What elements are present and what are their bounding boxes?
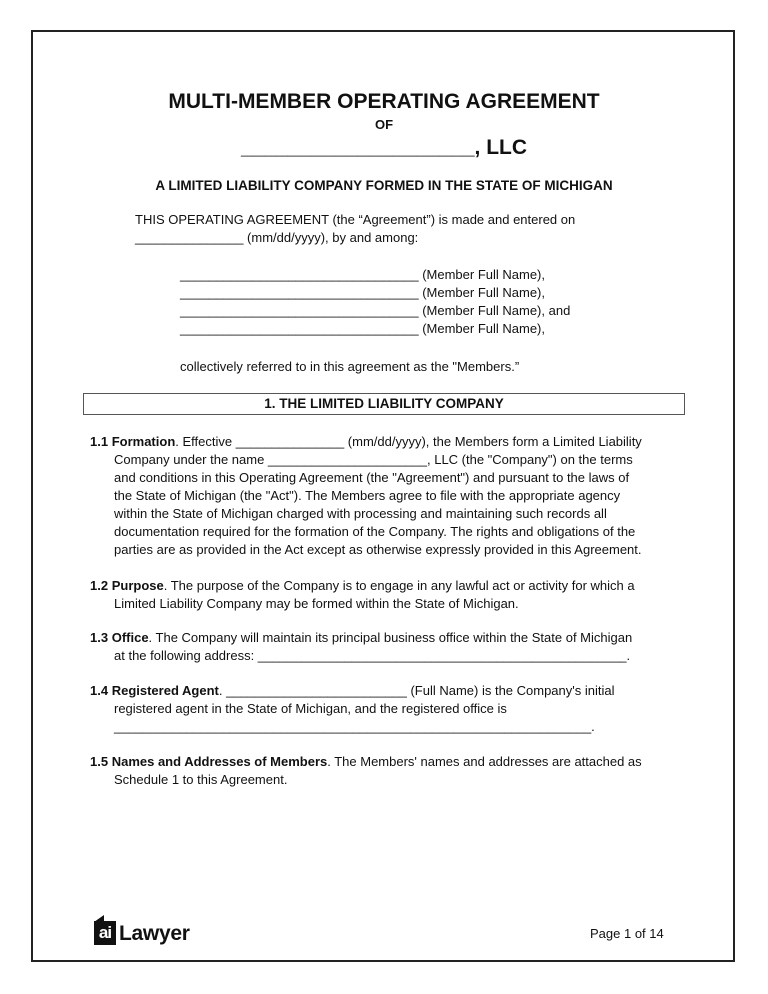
member-line: _________________________________ (Member Full Name), [180, 285, 545, 300]
logo-wordmark: Lawyer [119, 922, 190, 945]
intro-line-2: _______________ (mm/dd/yyyy), by and among: [135, 230, 419, 245]
document-title: MULTI-MEMBER OPERATING AGREEMENT [168, 90, 600, 113]
clause-line [90, 753, 690, 771]
clause-number: 1.5 [90, 754, 109, 769]
clause-line: at the following address: ___________________________________________________. [114, 648, 631, 663]
logo-ai-mark: ai [94, 921, 116, 945]
clause-line [90, 433, 690, 451]
member-line: _________________________________ (Member Full Name), and [180, 303, 571, 318]
clause-formation [90, 433, 690, 559]
document-subtitle: A LIMITED LIABILITY COMPANY FORMED IN THE STATE OF MICHIGAN [155, 178, 613, 193]
clause-line: Schedule 1 to this Agreement. [114, 772, 288, 787]
clause-line: registered agent in the State of Michigan, and the registered office is [114, 701, 507, 716]
clause-heading: Purpose [111, 578, 164, 593]
clause-heading: Formation [111, 434, 176, 449]
clause-line [90, 682, 690, 700]
clause-line: documentation required for the formation of the Company. The rights and obligations of the [114, 524, 636, 539]
clause-line: within the State of Michigan charged with processing and maintaining such records all [114, 506, 607, 521]
clause-line: __________________________________________________________________. [114, 719, 595, 734]
clause-number: 1.4 [90, 683, 109, 698]
clause-text: . Effective _______________ (mm/dd/yyyy), the Members form a Limited Liability [175, 434, 642, 449]
clause-line: Limited Liability Company may be formed within the State of Michigan. [114, 596, 519, 611]
title-of: OF [374, 117, 394, 132]
clause-number: 1.3 [90, 630, 109, 645]
clause-line: and conditions in this Operating Agreement (the "Agreement") and pursuant to the laws of [114, 470, 630, 485]
clause-number: 1.2 [90, 578, 109, 593]
clause-line: the State of Michigan (the "Act"). The Members agree to file with the appropriate agency [114, 488, 621, 503]
member-line: _________________________________ (Member Full Name), [180, 321, 545, 336]
clause-text: . The Members' names and addresses are attached as [327, 754, 642, 769]
clause-text: . The Company will maintain its principal business office within the State of Michigan [148, 630, 633, 645]
member-line: _________________________________ (Member Full Name), [180, 267, 545, 282]
clause-purpose [90, 577, 690, 613]
page-number: Page 1 of 14 [590, 926, 664, 941]
clause-text: . The purpose of the Company is to engage in any lawful act or activity for which a [163, 578, 635, 593]
clause-office [90, 629, 690, 665]
clause-line: parties are as provided in the Act except as otherwise expressly provided in this Agreement. [114, 542, 642, 557]
intro-line-1: THIS OPERATING AGREEMENT (the “Agreement”) is made and entered on [135, 212, 576, 227]
section-title: 1. THE LIMITED LIABILITY COMPANY [264, 396, 504, 411]
collective-reference: collectively referred to in this agreement as the "Members.” [180, 359, 520, 374]
clause-heading: Registered Agent [111, 683, 219, 698]
clause-heading: Office [111, 630, 149, 645]
clause-line [90, 577, 690, 595]
clause-number: 1.1 [90, 434, 109, 449]
clause-line: Company under the name ______________________, LLC (the "Company") on the terms [114, 452, 633, 467]
clause-text: . _________________________ (Full Name) is the Company's initial [218, 683, 615, 698]
clause-heading: Names and Addresses of Members [111, 754, 328, 769]
clause-registered-agent [90, 682, 690, 736]
clause-line [90, 629, 690, 647]
clause-member-addresses [90, 753, 690, 789]
section-heading-box [83, 393, 685, 415]
llc-name-line: ____________________, LLC [240, 136, 528, 159]
